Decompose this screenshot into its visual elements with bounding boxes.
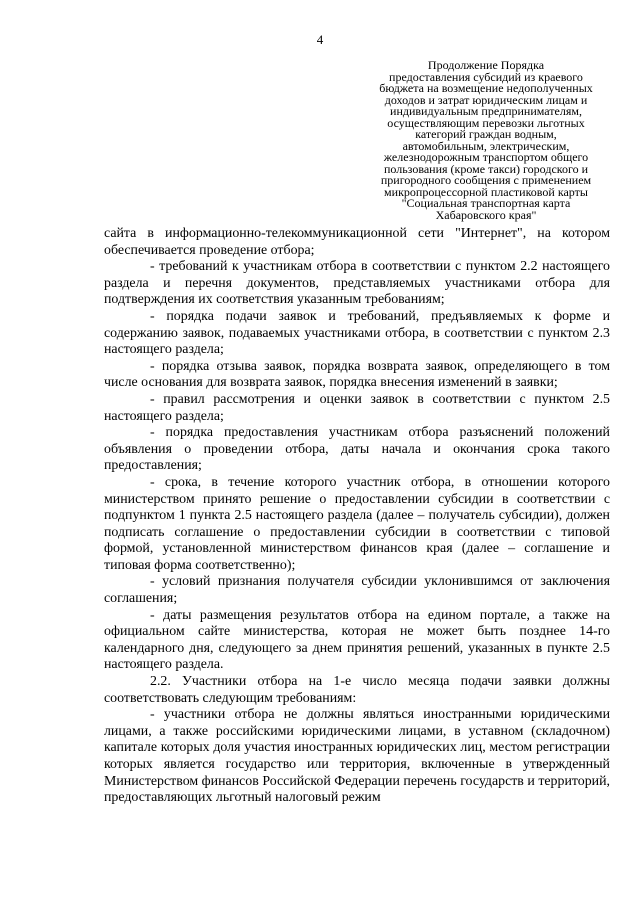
body-paragraph: - участники отбора не должны являться иностранными юридическими лицами, а также российскими юридическими лицами, в уставном (складочном) капитале которых доля участия иностранных юридических лиц, местом регистрации которых является государство или территория, включенные в утвержденный Министерством финансов Российской Федерации перечень государств и территорий, предоставляющих льготный налоговый режим — [104, 707, 610, 806]
header-line: пригородного сообщения с применением — [380, 173, 592, 187]
body-paragraph: - даты размещения результатов отбора на едином портале, а также на официальном сайте министерства, которая не может быть позднее 14-го календарного дня, следующего за днем принятия решений, указанных в пункте 2.5 настоящего раздела. — [104, 607, 610, 673]
header-line: Хабаровского края" — [435, 207, 537, 222]
body-paragraph: - требований к участникам отбора в соответствии с пунктом 2.2 настоящего раздела и перечня документов, представляемых участниками отбора для подтверждения их соответствия указанным требованиям; — [104, 259, 610, 308]
header-line: доходов и затрат юридическим лицам и — [384, 92, 588, 107]
header-line: Продолжение Порядка — [427, 58, 545, 72]
document-header — [340, 60, 632, 221]
body-paragraph: сайта в информационно-телекоммуникационной сети "Интернет", на котором обеспечивается проведение отбора; — [104, 226, 610, 258]
header-line: осуществляющим перевозки льготных — [387, 115, 585, 130]
header-line: предоставления субсидий из краевого — [389, 69, 583, 84]
header-line: микропроцессорной пластиковой карты — [384, 184, 588, 199]
header-line: "Социальная транспортная карта — [401, 196, 571, 210]
header-line: индивидуальным предпринимателям, — [390, 104, 582, 118]
body-paragraph: - правил рассмотрения и оценки заявок в соответствии с пунктом 2.5 настоящего раздела; — [104, 391, 610, 424]
document-body — [104, 226, 610, 807]
body-paragraph: - срока, в течение которого участник отбора, в отношении которого министерством принято решение о предоставлении субсидии в соответствии с подпунктом 1 пункта 2.5 настоящего раздела (далее – получатель субсидии), должен подписать соглашение о предоставлении субсидии в соответствии с типовой формой, установленной министерством финансов края (далее – соглашение и типовая форма соответственно); — [104, 474, 610, 573]
body-paragraph: - условий признания получателя субсидии уклонившимся от заключения соглашения; — [104, 574, 610, 607]
header-line: автомобильным, электрическим, — [402, 138, 570, 153]
header-line: бюджета на возмещение недополученных — [379, 81, 593, 95]
body-paragraph: - порядка предоставления участникам отбора разъяснений положений объявления о проведении отбора, даты начала и окончания срока такого предоставления; — [104, 425, 610, 474]
page-number: 4 — [316, 32, 324, 47]
header-line: пользования (кроме такси) городского и — [383, 161, 589, 176]
body-paragraph: - порядка отзыва заявок, порядка возврата заявок, определяющего в том числе основания для возврата заявок, порядка внесения изменений в заявки; — [104, 358, 610, 391]
header-line: категорий граждан водным, — [415, 127, 557, 141]
body-paragraph: 2.2. Участники отбора на 1-е число месяца подачи заявки должны соответствовать следующим требованиям: — [104, 674, 610, 706]
header-line: железнодорожным транспортом общего — [383, 150, 589, 164]
body-paragraph: - порядка подачи заявок и требований, предъявляемых к форме и содержанию заявок, подаваемых участниками отбора, в соответствии с пунктом 2.3 настоящего раздела; — [104, 308, 610, 358]
